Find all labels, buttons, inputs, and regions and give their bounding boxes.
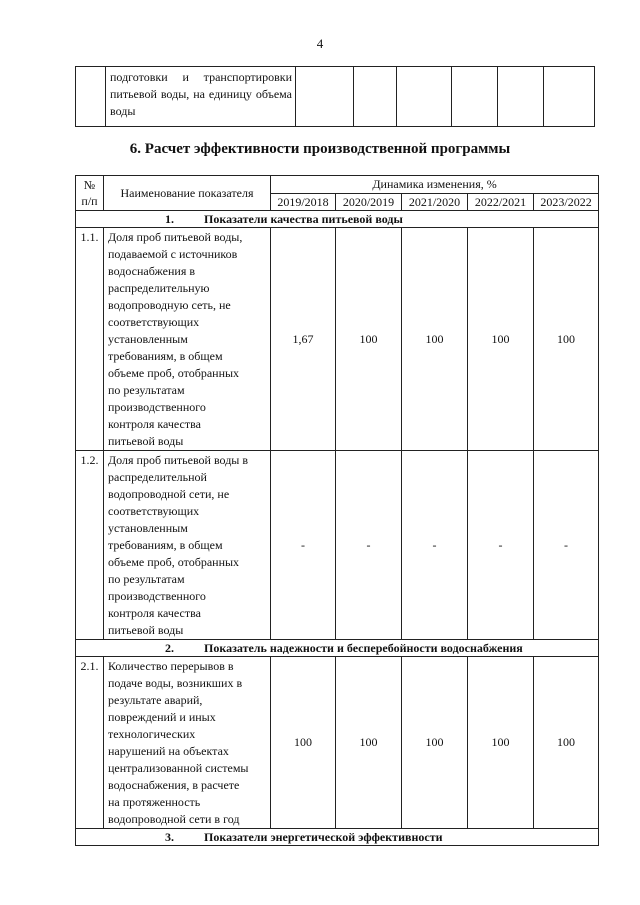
name-line: контроля качества [108,606,201,620]
name-line: водоснабжения в [108,264,196,278]
name-line: технологических [108,727,196,741]
name-line: требованиям, в общем [108,538,223,552]
value-cell: 100 [534,228,599,451]
header-dynamics: Динамика изменения, % [271,176,599,194]
header-row [76,176,599,194]
value-cell: 100 [468,657,534,829]
header-num-line2: п/п [81,194,98,208]
name-line: подаваемой с источников [108,247,238,261]
name-line: распределительную [108,281,210,295]
group-cell [76,640,599,657]
group-row [76,640,599,657]
name-line: водопроводной сети в год [108,812,240,826]
name-line: требованиям, в общем [108,349,223,363]
continuation-cell [544,67,595,127]
value-cell: - [271,451,336,640]
continuation-cell [354,67,397,127]
name-line: подаче воды, возникших в [108,676,243,690]
value-cell: 100 [336,228,402,451]
group-num: 3. [165,829,174,844]
group-cell [76,829,599,846]
name-line: на протяженность [108,795,201,809]
continuation-num-cell [76,67,106,127]
row-num: 1.1. [76,228,104,451]
continuation-text: подготовки и транспортировки питьевой воды, на единицу объема воды [106,67,296,127]
table-row [76,451,599,640]
group-num: 1. [165,211,174,226]
value-cell: - [336,451,402,640]
group-cell [76,211,599,228]
name-line: по результатам [108,572,185,586]
name-line: производственного [108,589,206,603]
name-line: водопроводной сети, не [108,487,230,501]
header-year: 2020/2019 [336,194,402,211]
header-year: 2022/2021 [468,194,534,211]
row-name [104,657,271,829]
group-row [76,829,599,846]
value-cell: - [534,451,599,640]
name-line: производственного [108,400,206,414]
name-line: распределительной [108,470,207,484]
value-cell: 1,67 [271,228,336,451]
value-cell: 100 [271,657,336,829]
name-line: соответствующих [108,315,200,329]
page-number: 4 [316,36,324,51]
name-line: питьевой воды [108,434,184,448]
name-line: водопроводную сеть, не [108,298,231,312]
name-line: контроля качества [108,417,201,431]
section-title: 6. Расчет эффективности производственной программы [129,141,511,157]
name-line: повреждений и иных [108,710,216,724]
value-cell: - [468,451,534,640]
efficiency-table [75,175,599,846]
continuation-cell [397,67,452,127]
name-line: установленным [108,332,188,346]
table-row [76,657,599,829]
continuation-cell [296,67,354,127]
continuation-row [76,67,595,127]
row-name [104,228,271,451]
value-cell: 100 [468,228,534,451]
name-line: питьевой воды [108,623,184,637]
header-num [76,176,104,211]
value-cell: 100 [534,657,599,829]
name-line: соответствующих [108,504,200,518]
continuation-table [75,66,595,127]
header-year: 2019/2018 [271,194,336,211]
name-line: водоснабжения, в расчете [108,778,240,792]
name-line: нарушений на объектах [108,744,229,758]
continuation-cell [498,67,544,127]
value-cell: - [402,451,468,640]
value-cell: 100 [402,657,468,829]
row-num: 2.1. [76,657,104,829]
header-num-line1: № [83,178,96,192]
group-title: Показатели энергетической эффективности [204,829,443,844]
group-num: 2. [165,640,174,655]
value-cell: 100 [336,657,402,829]
header-name: Наименование показателя [104,176,271,211]
name-line: Доля проб питьевой воды в [108,453,249,467]
continuation-cell [452,67,498,127]
group-title: Показатель надежности и бесперебойности водоснабжения [204,640,523,655]
name-line: по результатам [108,383,185,397]
group-row [76,211,599,228]
name-line: объеме проб, отобранных [108,555,240,569]
name-line: Доля проб питьевой воды, [108,230,243,244]
value-cell: 100 [402,228,468,451]
row-name [104,451,271,640]
header-year: 2023/2022 [534,194,599,211]
name-line: объеме проб, отобранных [108,366,240,380]
group-title: Показатели качества питьевой воды [204,211,403,226]
name-line: результате аварий, [108,693,203,707]
name-line: централизованной системы [108,761,249,775]
header-year: 2021/2020 [402,194,468,211]
table-row [76,228,599,451]
name-line: Количество перерывов в [108,659,234,673]
name-line: установленным [108,521,188,535]
row-num: 1.2. [76,451,104,640]
